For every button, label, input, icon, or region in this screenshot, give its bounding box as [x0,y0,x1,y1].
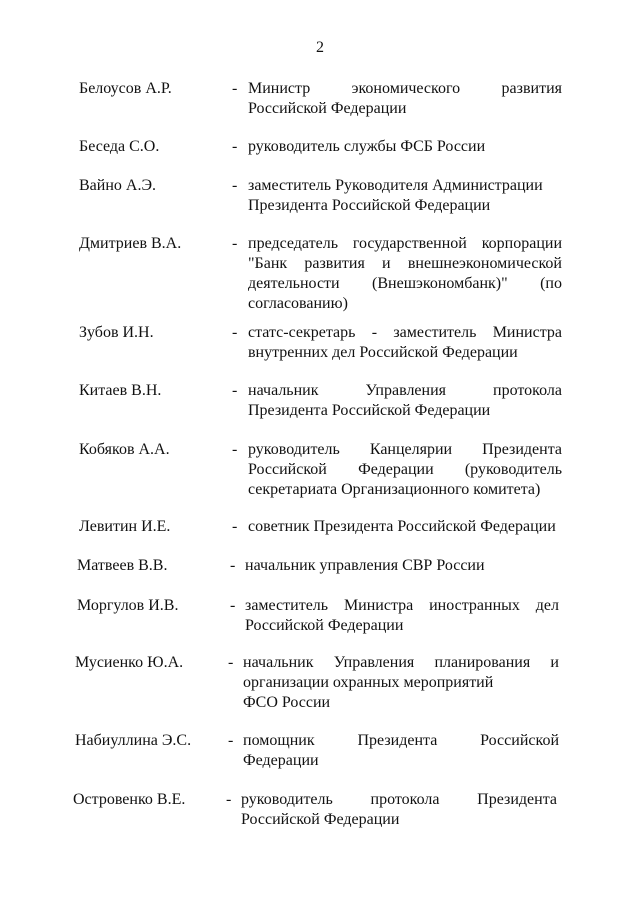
description-line: согласованию) [248,295,348,312]
description-line: Российской Федерации [241,811,400,828]
separator-dash: - [232,382,238,399]
person-name: Дмитриев В.А. [79,235,182,252]
position-description [248,79,562,119]
person-name: Белоусов А.Р. [79,80,172,97]
position-description [245,556,559,576]
person-name: Кобяков А.А. [79,441,170,458]
description-line: Президента Российской Федерации [248,402,491,419]
description-line: Российской Федерации (руководитель [248,461,562,478]
separator-dash: - [232,235,238,252]
separator-dash: - [232,518,238,535]
position-description [245,596,559,636]
person-name: Матвеев В.В. [77,557,168,574]
description-line: деятельности (Внешэкономбанк)" (по [248,275,562,292]
person-name: Моргулов И.В. [77,597,179,614]
description-line: начальник Управления протокола [248,382,562,399]
description-line: Российской Федерации [248,100,407,117]
separator-dash: - [232,441,238,458]
person-name: Левитин И.Е. [79,518,171,535]
separator-dash: - [232,80,238,97]
description-line: организации охранных мероприятий [243,674,494,691]
description-line: "Банк развития и внешнеэкономической [248,255,562,272]
page-number: 2 [316,39,324,56]
person-name: Островенко В.Е. [73,791,186,808]
position-description [241,790,557,830]
description-line: Министр экономического развития [248,80,562,97]
description-line: заместитель Руководителя Администрации [248,177,543,194]
separator-dash: - [228,732,234,749]
separator-dash: - [232,177,238,194]
position-description [243,653,559,713]
position-description [248,234,562,314]
description-line: начальник управления СВР России [245,557,485,574]
description-line: помощник Президента Российской [243,732,559,749]
description-line: ФСО России [243,694,331,711]
separator-dash: - [226,791,232,808]
separator-dash: - [230,597,236,614]
separator-dash: - [228,654,234,671]
description-line: председатель государственной корпорации [248,235,562,252]
description-line: Президента Российской Федерации [248,197,491,214]
person-name: Китаев В.Н. [79,382,162,399]
description-line: внутренних дел Российской Федерации [248,344,518,361]
position-description [248,440,562,500]
position-description [248,517,562,537]
person-name: Набиуллина Э.С. [75,732,192,749]
description-line: Федерации [243,752,319,769]
description-line: статс-секретарь - заместитель Министра [248,324,562,341]
description-line: руководитель службы ФСБ России [248,138,486,155]
position-description [248,323,562,363]
person-name: Вайно А.Э. [79,177,157,194]
position-description [248,176,562,216]
description-line: Российской Федерации [245,617,404,634]
description-line: секретариата Организационного комитета) [248,481,541,498]
description-line: начальник Управления планирования и [243,654,559,671]
separator-dash: - [230,557,236,574]
position-description [243,731,559,771]
description-line: советник Президента Российской Федерации [248,518,556,535]
separator-dash: - [232,138,238,155]
person-name: Беседа С.О. [79,138,160,155]
person-name: Мусиенко Ю.А. [75,654,184,671]
person-name: Зубов И.Н. [79,324,154,341]
position-description [248,137,562,157]
description-line: заместитель Министра иностранных дел [245,597,559,614]
description-line: руководитель протокола Президента [241,791,557,808]
description-line: руководитель Канцелярии Президента [248,441,562,458]
separator-dash: - [232,324,238,341]
position-description [248,381,562,421]
